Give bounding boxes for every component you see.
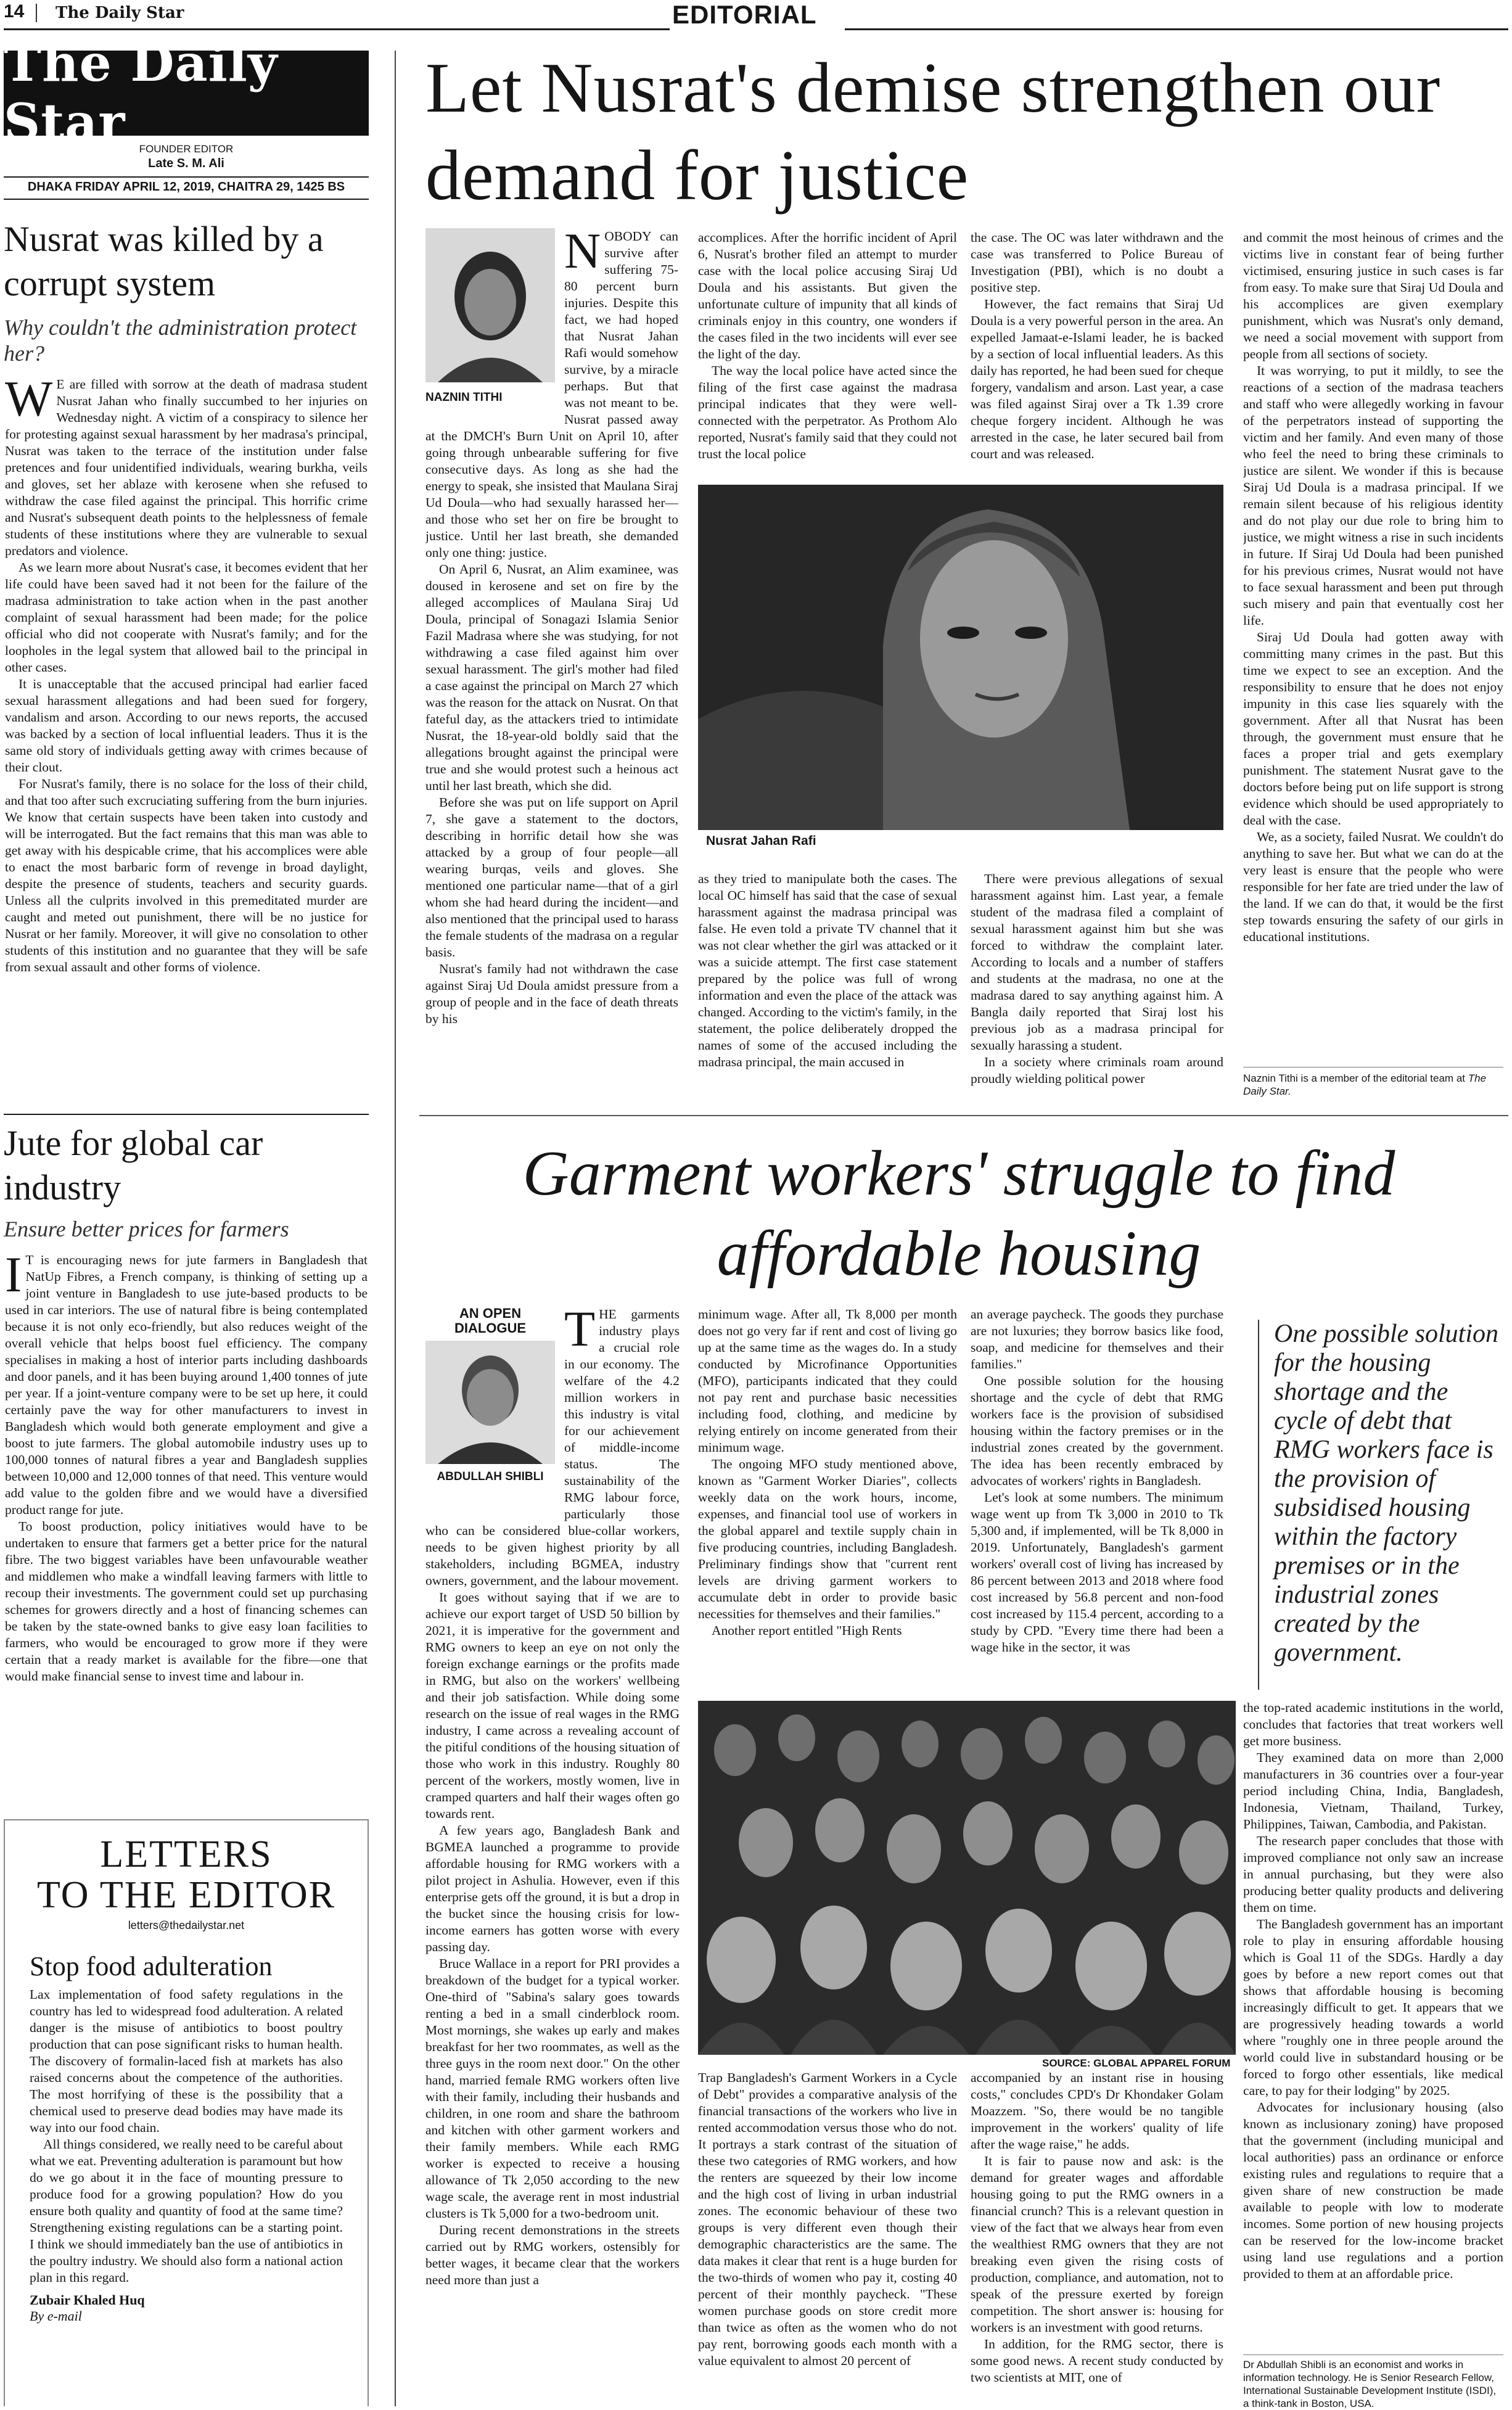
nusrat-para: We, as a society, failed Nusrat. We couldn't do anything to save her. But what we can do at the very least is ensure that the people who were responsible for her fate are tried under the law of the land. If we can do that, it would be the first step towards ensuring the safety of our girls in educational institutions. xyxy=(1243,829,1503,944)
founder-label: FOUNDER EDITOR xyxy=(139,143,234,155)
letters-title-2: TO THE EDITOR xyxy=(36,1874,336,1916)
garment-col-3-bottom xyxy=(971,2070,1223,2406)
nusrat-col-2-bottom xyxy=(698,871,957,1094)
nusrat-para: Before she was put on life support on April 7, she gave a statement to the doctors, describing in horrific detail how she was attacked by a group of four people—all wearing burqas, veils and gloves. She mentioned one particular name—that of a girl whom she had heard during the incident—and also mentioned that the principal used to harass the female students of the madrasa on a regular basis. xyxy=(425,795,678,960)
garment-para: Another report entitled "High Rents xyxy=(712,1623,902,1638)
nusrat-para: It was worrying, to put it mildly, to see the reactions of a section of the madrasa teachers and staff who were allegedly working in favour of the perpetrators instead of supporting the victim and her family. And even many of those who feel the need to bring these criminals to justice are silent. We wonder if this is because Siraj Ud Doula is a madrasa principal. If we remain silent because of his religious identity and do not play our due role to bring him to justice, we might witness a rise in such incidents in future. If Siraj Ud Doula had been punished for his previous crimes, Nusrat would not have to face sexual harassment and been put through such misery and pain that eventually cost her life. xyxy=(1243,363,1503,628)
nusrat-para: Nusrat's family had not withdrawn the case against Siraj Ud Doula amidst pressure from a group of people and in the face of death threats by his xyxy=(425,961,678,1026)
editorial2-para: To boost production, policy initiatives would have to be undertaken to ensure that farmers get a better price for the natural fibre. The two biggest variables have been unfavourable weather and middlemen who make a windfall leaving farmers with little to recoup their investments. The government could set up purchasing schemes for growers directly and a host of financing schemes can be taken by the state-owned banks to give easy loan facilities to farmers, who would be encouraged to grow more if they were certain that a ready market is available for the fibre—one that would make financial sense to invest time and labour in. xyxy=(5,1519,368,1684)
garment-para: It goes without saying that if we are to achieve our export target of USD 50 billion by 2021, it is imperative for the government and RMG owners to keep an eye on not only the foreign exchange earnings or the profits made in RMG, but also on the workers' wellbeing and their job satisfaction. While doing some research on the issue of real wages in the RMG industry, I came across a revealing account of the pitiful conditions of the housing situation of those who work in this industry. Roughly 80 percent of the workers, mostly women, live in cramped quarters and half their wages often go towards rent. xyxy=(425,1590,680,1821)
nusrat-para: However, the fact remains that Siraj Ud Doula is a very powerful person in the area. An expelled Jamaat-e-Islami leader, he is backed by a section of local influential leaders. As this daily has reported, he had been sued for cheque forgery, vandalism and arson. Last year, a case was filed against Siraj over a Tk 1.39 crore cheque forgery incident. Although he was arrested in the case, he later secured bail from court and was released. xyxy=(971,297,1223,461)
header-divider xyxy=(36,4,37,22)
garment-para: The research paper concludes that those with improved compliance not only saw an increase in annual purchasing, but they were also producing better quality products and delivering them on time. xyxy=(1243,1833,1503,1915)
editorial2-para: T is encouraging news for jute farmers in Bangladesh that NatUp Fibres, a French company, is thinking of setting up a joint venture in Bangladesh to use jute-based products to be used in car interiors. The use of natural fibre is being contemplated because it is not only eco-friendly, but also reduces weight of the overall vehicle that helps boost fuel efficiency. The company specialises in making a host of interior parts including dashboards and door panels, and it has been buying around 1,400 tonnes of jute per year. If a joint-venture company were to be set up here, it could certainly pave the way for other manufacturers to invest in Bangladesh which would both generate employment and give a boost to jute farmers. The global automobile industry uses up to 100,000 tonnes of natural fibres a year and Bangladesh supplies between 10,000 and 12,000 tonnes of that need. This venture would add value to the golden fibre and we would have a diversified product range for jute. xyxy=(5,1252,368,1517)
section-title: EDITORIAL xyxy=(672,0,817,29)
garment-para: Advocates for inclusionary housing (also known as inclusionary zoning) have proposed that the government (including municipal and local authorities) pass an ordinance or enforce existing rules and regulations to require that a given share of new construction be made available to people with low to moderate incomes. Some portion of new housing projects can be reserved for the low-income bracket using land use regulations and a portion provided to them at an affordable price. xyxy=(1243,2100,1503,2281)
letters-box xyxy=(4,1819,369,2406)
nusrat-headline: Let Nusrat's demise strengthen our demand for justice xyxy=(425,49,1441,215)
footnote-paper-name: The Daily Star. xyxy=(1243,1072,1487,1097)
column-rule xyxy=(395,51,396,2406)
footnote-author-text: Naznin Tithi is a member of the editorial team at xyxy=(1243,1072,1468,1084)
editorial1-para: As we learn more about Nusrat's case, it becomes evident that her life could have been saved had it not been for the failure of the madrasa administration to take action when in the past another complaint of sexual harassment had been made; for the police official who did not cooperate with Nusrat's family; and for the loopholes in the legal system that allowed bail to the principal in other cases. xyxy=(5,560,368,675)
garment-para: minimum wage. After all, Tk 8,000 per month does not go very far if rent and cost of living go up at the same time as the wages do. In a study conducted by Microfinance Opportunities (MFO), participants indicated that they could not pay rent and purchase basic necessities including food, clothing, and medicine by relying entirely on income generated from their minimum wage. xyxy=(698,1307,957,1455)
letter-para: All things considered, we really need to be careful about what we eat. Preventing adulteration is paramount but how do we go about it in the face of mounting pressure to produce food for a growing population? How do you ensure both quality and quantity of food at the same time? Strengthening existing regulations can be a starting point. I think we should immediately ban the use of antibiotics in the poultry industry. We should also form a national action plan in this regard. xyxy=(30,2137,343,2285)
editorial-divider xyxy=(4,1114,369,1115)
pullquote-rule xyxy=(1258,1320,1259,1690)
garment-para: In addition, for the RMG sector, there is some good news. A recent study conducted by two scientists at MIT, one of xyxy=(971,2337,1223,2385)
garment-para: the top-rated academic institutions in the world, concludes that factories that treat workers well get more business. xyxy=(1243,1700,1503,1748)
garment-col-1 xyxy=(425,1306,680,2406)
dateline-rule-bottom xyxy=(4,199,369,200)
garment-para: accompanied by an instant rise in housing costs," concludes CPD's Dr Khondaker Golam Moazzem. "So, there would be no tangible improvement in the workers' quality of life after the wage raise," he adds. xyxy=(971,2070,1223,2152)
nusrat-photo xyxy=(698,485,1223,830)
nusrat-para: Siraj Ud Doula had gotten away with committing many crimes in the past. But this time we expect to see an exception. And the responsibility to ensure that he does not enjoy impunity in this case lies squarely with the government. After all that Nusrat has been through, the government must ensure that he faces a proper trial and gets exemplary punishment. The statement Nusrat gave to the doctors before being put on life support is strong evidence which should be used appropriately to deal with the case. xyxy=(1243,630,1503,828)
garment-para: They examined data on more than 2,000 manufacturers in 36 countries over a four-year period including China, India, Bangladesh, Indonesia, Vietnam, Thailand, Turkey, Philippines, Taiwan, Cambodia, and Pakistan. xyxy=(1243,1750,1503,1832)
editorial2-dropcap: I xyxy=(5,1252,22,1302)
nusrat-para: On April 6, Nusrat, an Alim examinee, was doused in kerosene and set on fire by the alleged accomplices of Maulana Siraj Ud Doula, principal of Sonagazi Islamia Senior Fazil Madrasa where she was studying, for not withdrawing a case filed against him over sexual harassment. The girl's mother had filed a case against the principal on March 27 which was the reason for the attack on Nusrat. On that fateful day, as the attackers tried to intimidate Nusrat, the 18-year-old boldly said that the allegations brought against the principal were true and she would protest such a heinous act until her last breath, which she did. xyxy=(425,562,678,793)
editorial2-title: Jute for global car industry xyxy=(4,1123,263,1207)
editorial1-para: For Nusrat's family, there is no solace for the loss of their child, and that too after such excruciating suffering from the burn injuries. We know that certain suspects have been taken into custody and will be interrogated. But the fact remains that this man was able to get away with his despicable crime, that his accomplices were able to enact the most barbaric form of revenge in broad daylight, despite the presence of students, teachers and security guards. Unless all the culprits involved in this premeditated murder are caught and meted out punishment, there will be no justice for Nusrat or her family. Moreover, it will give no consolation to other students of this institution and no guarantee that they will be safe from sexual assault and other forms of violence. xyxy=(5,776,368,974)
garment-para: Trap Bangladesh's Garment Workers in a Cycle of Debt" provides a comparative analysis of the financial transactions of the workers who live in rented accommodation versus those who do not. It portrays a stark contrast of the situation of these two categories of RMG workers, and how the renters are squeezed by their low income and the high cost of living in urban industrial zones. The economic behaviour of these two groups is very different even though their demographic characteristics are the same. The data makes it clear that rent is a huge burden for the two-thirds of women who pay it, costing 40 percent of their monthly paycheck. "These women purchase goods on store credit more than twice as often as the women who do not pay rent, borrowing goods each month with a value equivalent to almost 20 percent of xyxy=(698,2070,957,2368)
author-float-spacer xyxy=(425,228,564,417)
garment-col-4 xyxy=(1243,1700,1503,2352)
garment-headline: Garment workers' struggle to find affordable housing xyxy=(522,1138,1395,1289)
nusrat-dropcap: N xyxy=(564,228,601,279)
article-divider xyxy=(419,1115,1508,1116)
nusrat-para: and commit the most heinous of crimes and the victims live in constant fear of being further victimised, ensuring justice in such cases is far from easy. To make sure that Siraj Ud Doula and his accomplices are given exemplary punishment, which was Nusrat's only demand, we need a social movement with support from people from all sections of society. xyxy=(1243,230,1503,361)
editorial1-subtitle: Why couldn't the administration protect her? xyxy=(4,315,357,366)
nusrat-col-1 xyxy=(425,228,678,1093)
nusrat-col-3-top xyxy=(971,229,1223,481)
nusrat-para: accomplices. After the horrific incident of April 6, Nusrat's brother filed an attempt to murder case with the local police accusing Siraj Ud Doula and his assistants. But given the unfortunate culture of impunity that all kinds of criminals enjoy in this country, one wonders if the cases filed in the two incidents will ever see the light of the day. xyxy=(698,230,957,361)
garment-para: HE garments industry plays a crucial role in our economy. The welfare of the 4.2 million workers in this industry is vital for our achievement of middle-income status. The sustainability of the RMG labour force, particularly those who can be considered blue-collar workers, needs to be given highest priority by all stakeholders, including BGMEA, industry owners, government, and the labour movement. xyxy=(425,1307,680,1588)
garment-para: During recent demonstrations in the streets carried out by RMG workers, ostensibly for better wages, it became clear that the workers need more than just a xyxy=(425,2223,680,2287)
author-name-tithi: NAZNIN TITHI xyxy=(425,391,503,404)
garment-col-3-top xyxy=(971,1306,1223,1684)
dateline: DHAKA FRIDAY APRIL 12, 2019, CHAITRA 29, 1425 BS xyxy=(27,180,345,194)
letter-body xyxy=(30,1986,343,2286)
garment-para: Bruce Wallace in a report for PRI provides a breakdown of the budget for a typical worker. One-third of "Sabina's salary goes towards renting a bed in a small cinderblock room. Most mornings, she wakes up early and makes breakfast for her two roommates, as well as the three guys in the room next door." On the other hand, married female RMG workers often live with their family, including their husbands and children, in one room and share the bathroom and kitchen with other garment workers and their family members. While each RMG worker is expected to receive a housing allowance of Tk 2,050 according to the new wage scale, the average rent in most industrial clusters is Tk 5,000 for a two-bedroom unit. xyxy=(425,1956,680,2221)
nusrat-para: The way the local police have acted since the filing of the first case against the madrasa principal indicates that they were well-connected with the perpetrator. As Prothom Alo reported, Nusrat's family said that they could not trust the local police xyxy=(698,363,957,461)
letter-signature-via: By e-mail xyxy=(30,2308,82,2324)
garment-para: an average paycheck. The goods they purchase are not luxuries; they borrow basics like food, soap, and medicine for themselves and their families." xyxy=(971,1307,1223,1372)
nusrat-col-3-bottom xyxy=(971,871,1223,1094)
page-number: 14 xyxy=(4,1,25,22)
founder-name: Late S. M. Ali xyxy=(148,157,224,170)
letters-email[interactable]: letters@thedailystar.net xyxy=(128,1919,245,1931)
editorial1-title: Nusrat was killed by a corrupt system xyxy=(4,219,324,303)
letter-headline: Stop food adulteration xyxy=(30,1951,273,1981)
nusrat-para: OBODY can survive after suffering 75-80 percent burn injuries. Despite this fact, we had hoped that Nusrat Jahan Rafi would somehow survive, by a miracle perhaps. But that was not meant to be. Nusrat passed away at the DMCH's Burn Unit on April 10, after going through unbearable suffering for five consecutive days. As long as she had the energy to speak, she insisted that Maulana Siraj Ud Doula—who had sexually harassed her—and those who set her on fire be brought to justice. Until her last breath, she demanded only one thing: justice. xyxy=(425,229,678,560)
letter-signature: Zubair Khaled Huq xyxy=(30,2292,145,2308)
editorial2-body xyxy=(5,1252,368,1801)
small-logo: The Daily Star xyxy=(55,4,184,22)
garment-para: Let's look at some numbers. The minimum wage went up from Tk 3,000 in 2010 to Tk 5,300 and, if implemented, will be Tk 8,000 in 2019. Unfortunately, Bangladesh's garment workers' overall cost of living has increased by 86 percent between 2013 and 2018 where food cost increased by 56.8 percent and non-food cost increased by 115.4 percent, according to a study by CPD. "Every time there had been a wage hike in the sector, it was xyxy=(971,1490,1223,1655)
garment-para: One possible solution for the housing shortage and the cycle of debt that RMG workers face is the provision of subsidised housing within the factory premises or in the industrial zones created by the government. The idea has been recently embraced by advocates of workers' rights in Bangladesh. xyxy=(971,1373,1223,1488)
header-rule-left xyxy=(4,28,670,30)
nusrat-col-2-top xyxy=(698,229,957,481)
garment-footnote: Dr Abdullah Shibli is an economist and works in information technology. He is Senior Research Fellow, International Sustainable Development Institute (ISDI), a think-tank in Boston, USA. xyxy=(1243,2359,1497,2409)
photo-credit: SOURCE: GLOBAL APPAREL FORUM xyxy=(1042,2057,1231,2069)
nusrat-photo-caption: Nusrat Jahan Rafi xyxy=(706,834,816,848)
nusrat-para: as they tried to manipulate both the cases. The local OC himself has said that the case of sexual harassment against the madrasa principal was false. He even told a private TV channel that it was not clear whether the girl was attacked or it was a suicide attempt. The first case statement prepared by the police was full of wrong information and even the place of the attack was changed. According to the victim's family, in the statement, the police deliberately dropped the names of some of the accused including the madrasa principal, the main accused in xyxy=(698,871,957,1069)
garment-para: It is fair to pause now and ask: is the demand for greater wages and affordable housing going to put the RMG owners in a financial crunch? This is a relevant question in view of the fact that we always hear from even the wealthiest RMG owners that they are not breaking even given the rising costs of production, compliance, and automation, not to speak of the pressure exerted by foreign competition. The short answer is: housing for workers is an investment with good returns. xyxy=(971,2153,1223,2335)
garment-para: The ongoing MFO study mentioned above, known as "Garment Worker Diaries", collects weekly data on the work hours, income, expenses, and financial tool use of workers in the global apparel and textile supply chain in five producing countries, including Bangladesh. Preliminary findings show that "current rent levels are driving garment workers to accumulate debt in order to provide basic necessities for themselves and their families." xyxy=(698,1457,957,1621)
nusrat-col-4 xyxy=(1243,229,1503,1064)
editorial2-subtitle: Ensure better prices for farmers xyxy=(4,1217,289,1241)
editorial1-dropcap: W xyxy=(5,376,53,427)
masthead-logo: The Daily Star xyxy=(4,51,369,136)
garment-para: The Bangladesh government has an important role to play in ensuring affordable housing which is Goal 11 of the SDGs. Hardly a day goes by before a new report comes out that shows that affordable housing is becoming increasingly difficult to get. It appears that we are progressively heading towards a world where "roughly one in three people around the world could live in substandard housing or be forced to forgo other essentials, like medical care, to pay for their lodging" by 2025. xyxy=(1243,1917,1503,2098)
column-label-line2: DIALOGUE xyxy=(454,1320,527,1336)
footnote-rule-2 xyxy=(1243,2354,1503,2355)
editorial1-para: It is unacceptable that the accused principal had earlier faced sexual harassment allegations and had been sued for forgery, vandalism and arson. According to our news reports, the accused was backed by a section of local influential leaders. Thus it is the same old story of individuals getting away with crimes because of their clout. xyxy=(5,677,368,775)
nusrat-para: the case. The OC was later withdrawn and the case was transferred to Police Bureau of Investigation (PBI), which is no doubt a positive step. xyxy=(971,230,1223,295)
pullquote: One possible solution for the housing shortage and the cycle of debt that RMG workers face is the provision of subsidised housing within the factory premises or in the industrial zones created by the government. xyxy=(1274,1320,1498,1667)
header-rule-right xyxy=(845,28,1508,30)
letters-title-1: LETTERS xyxy=(100,1833,273,1875)
garment-col-2-top xyxy=(698,1306,957,1684)
author-float-spacer xyxy=(425,1306,564,1507)
nusrat-footnote xyxy=(1243,1072,1503,1098)
nusrat-para: There were previous allegations of sexual harassment against him. Last year, a female student of the madrasa filed a complaint of sexual harassment against him but she was forced to withdraw the complaint later. According to locals and a number of staffers and students at the madrasa, no one at the madrasa dared to say anything against him. A Bangla daily reported that Siraj lost his previous job as a madrasa principal for sexually harassing a student. xyxy=(971,871,1223,1053)
garment-para: A few years ago, Bangladesh Bank and BGMEA launched a programme to provide affordable housing for RMG workers with a pilot project in Ashulia. However, even if this enterprise gets off the ground, it is but a drop in the bucket since the housing crisis for low-income earners has gotten worse with every passing day. xyxy=(425,1823,680,1954)
garment-dropcap: T xyxy=(564,1306,596,1357)
garment-col-2-bottom xyxy=(698,2070,957,2406)
editorial1-para: E are filled with sorrow at the death of madrasa student Nusrat Jahan who finally succumbed to her injuries on Wednesday night. A victim of a conspiracy to silence her for protesting against sexual harassment by her madrasa's principal, Nusrat was taken to the terrace of the institution under false pretences and four unidentified individuals, wearing burkha, veils and gloves, set her ablaze with kerosene when she refused to withdraw the case filed against the principal. This horrific crime and Nusrat's subsequent death points to the helplessness of female students of these institutions where they are vulnerable to sexual predators and violence. xyxy=(5,377,368,558)
nusrat-para: In a society where criminals roam around proudly wielding political power xyxy=(971,1055,1223,1086)
author-name-shibli: ABDULLAH SHIBLI xyxy=(437,1470,544,1483)
column-label-line1: AN OPEN xyxy=(459,1306,522,1321)
letter-para: Lax implementation of food safety regulations in the country has led to widespread food adulteration. A related danger is the misuse of antibiotics to boost poultry production that can pose significant risks to human health. The discovery of formalin-laced fish at markets has also raised concerns about the competence of the authorities. The most horrifying of these is the possibility that a chemical used to preserve dead bodies may have made its way into our food chain. xyxy=(30,1987,343,2135)
garment-workers-photo xyxy=(698,1701,1236,2055)
editorial1-body xyxy=(5,376,368,1110)
dateline-rule-top xyxy=(4,176,369,178)
